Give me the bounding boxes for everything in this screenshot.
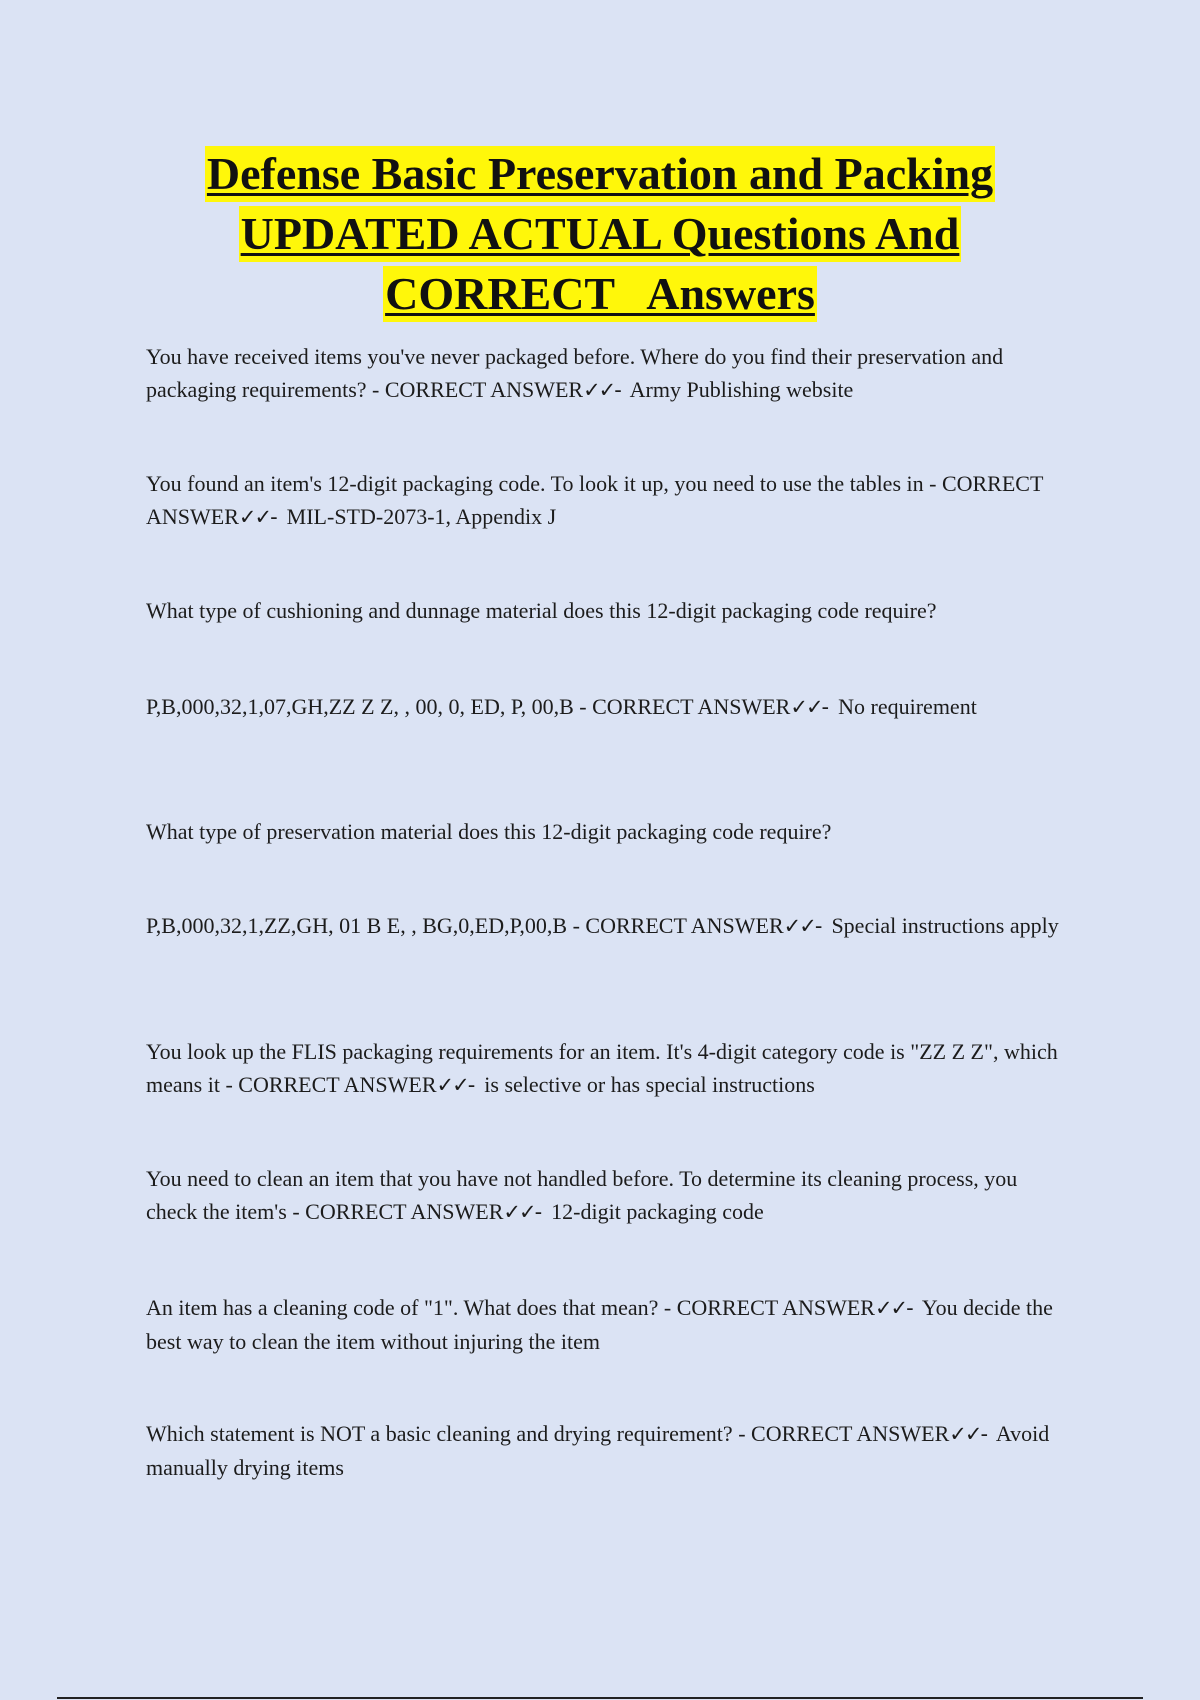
answer-text: Avoid manually drying items xyxy=(146,1421,1055,1480)
question-text: You have received items you've never packaged before. Where do you find their preservation and packaging requirements? xyxy=(146,344,1009,402)
qa-item-9 xyxy=(146,1291,1066,1358)
question-text: An item has a cleaning code of "1". What does that mean? xyxy=(146,1295,664,1320)
question-text: What type of preservation material does this 12-digit packaging code require? xyxy=(146,819,832,844)
qa-item-10 xyxy=(146,1417,1066,1484)
qa-item-3 xyxy=(146,594,1066,627)
qa-item-8 xyxy=(146,1162,1066,1229)
question-text: Which statement is NOT a basic cleaning and drying requirement? xyxy=(146,1421,739,1446)
answer-marker: - CORRECT ANSWER xyxy=(738,1421,950,1446)
qa-item-6 xyxy=(146,909,1066,943)
qa-item-4 xyxy=(146,690,1066,724)
qa-item-1 xyxy=(146,340,1066,407)
answer-marker: - CORRECT ANSWER xyxy=(146,471,1048,529)
title-line-3: CORRECT Answers xyxy=(383,266,817,322)
answer-text: No requirement xyxy=(838,694,977,719)
check-icon: ✓✓- xyxy=(874,1296,912,1320)
answer-marker: - CORRECT ANSWER xyxy=(663,1295,875,1320)
answer-marker: - CORRECT ANSWER xyxy=(225,1072,437,1097)
answer-text: Special instructions apply xyxy=(831,913,1059,938)
title-line-1: Defense Basic Preservation and Packing xyxy=(205,146,995,202)
answer-marker: - CORRECT ANSWER xyxy=(372,377,584,402)
qa-item-7 xyxy=(146,1035,1066,1102)
question-text: P,B,000,32,1,ZZ,GH, 01 B E, , BG,0,ED,P,00,B xyxy=(146,913,573,938)
answer-text: Army Publishing website xyxy=(629,377,854,402)
answer-marker: - CORRECT ANSWER xyxy=(292,1199,504,1224)
qa-item-2 xyxy=(146,467,1066,534)
document-title xyxy=(100,146,1100,326)
qa-item-5 xyxy=(146,815,1066,848)
question-text: You found an item's 12-digit packaging code. To look it up, you need to use the tables in xyxy=(146,471,930,496)
answer-text: MIL-STD-2073-1, Appendix J xyxy=(286,504,557,529)
footer-divider xyxy=(57,1697,1143,1699)
check-icon: ✓✓- xyxy=(436,1073,474,1097)
check-icon: ✓✓- xyxy=(503,1200,541,1224)
title-line-2: UPDATED ACTUAL Questions And xyxy=(239,206,962,262)
question-text: What type of cushioning and dunnage material does this 12-digit packaging code require? xyxy=(146,598,937,623)
answer-text: is selective or has special instructions xyxy=(484,1072,815,1097)
check-icon: ✓✓- xyxy=(790,695,828,719)
question-text: You need to clean an item that you have not handled before. To determine its cleaning process, you check the item's xyxy=(146,1166,1023,1224)
check-icon: ✓✓- xyxy=(949,1422,987,1446)
check-icon: ✓✓- xyxy=(583,378,620,402)
answer-marker: - CORRECT ANSWER xyxy=(572,913,784,938)
question-text: P,B,000,32,1,07,GH,ZZ Z Z, , 00, 0, ED, P, 00,B xyxy=(146,694,580,719)
answer-text: You decide the best way to clean the item without injuring the item xyxy=(146,1295,1059,1354)
answer-text: 12-digit packaging code xyxy=(551,1199,764,1224)
check-icon: ✓✓- xyxy=(783,914,821,938)
check-icon: ✓✓- xyxy=(238,505,276,529)
question-text: You look up the FLIS packaging requirements for an item. It's 4-digit category code is "ZZ Z Z", which means it xyxy=(146,1039,1064,1097)
answer-marker: - CORRECT ANSWER xyxy=(579,694,791,719)
